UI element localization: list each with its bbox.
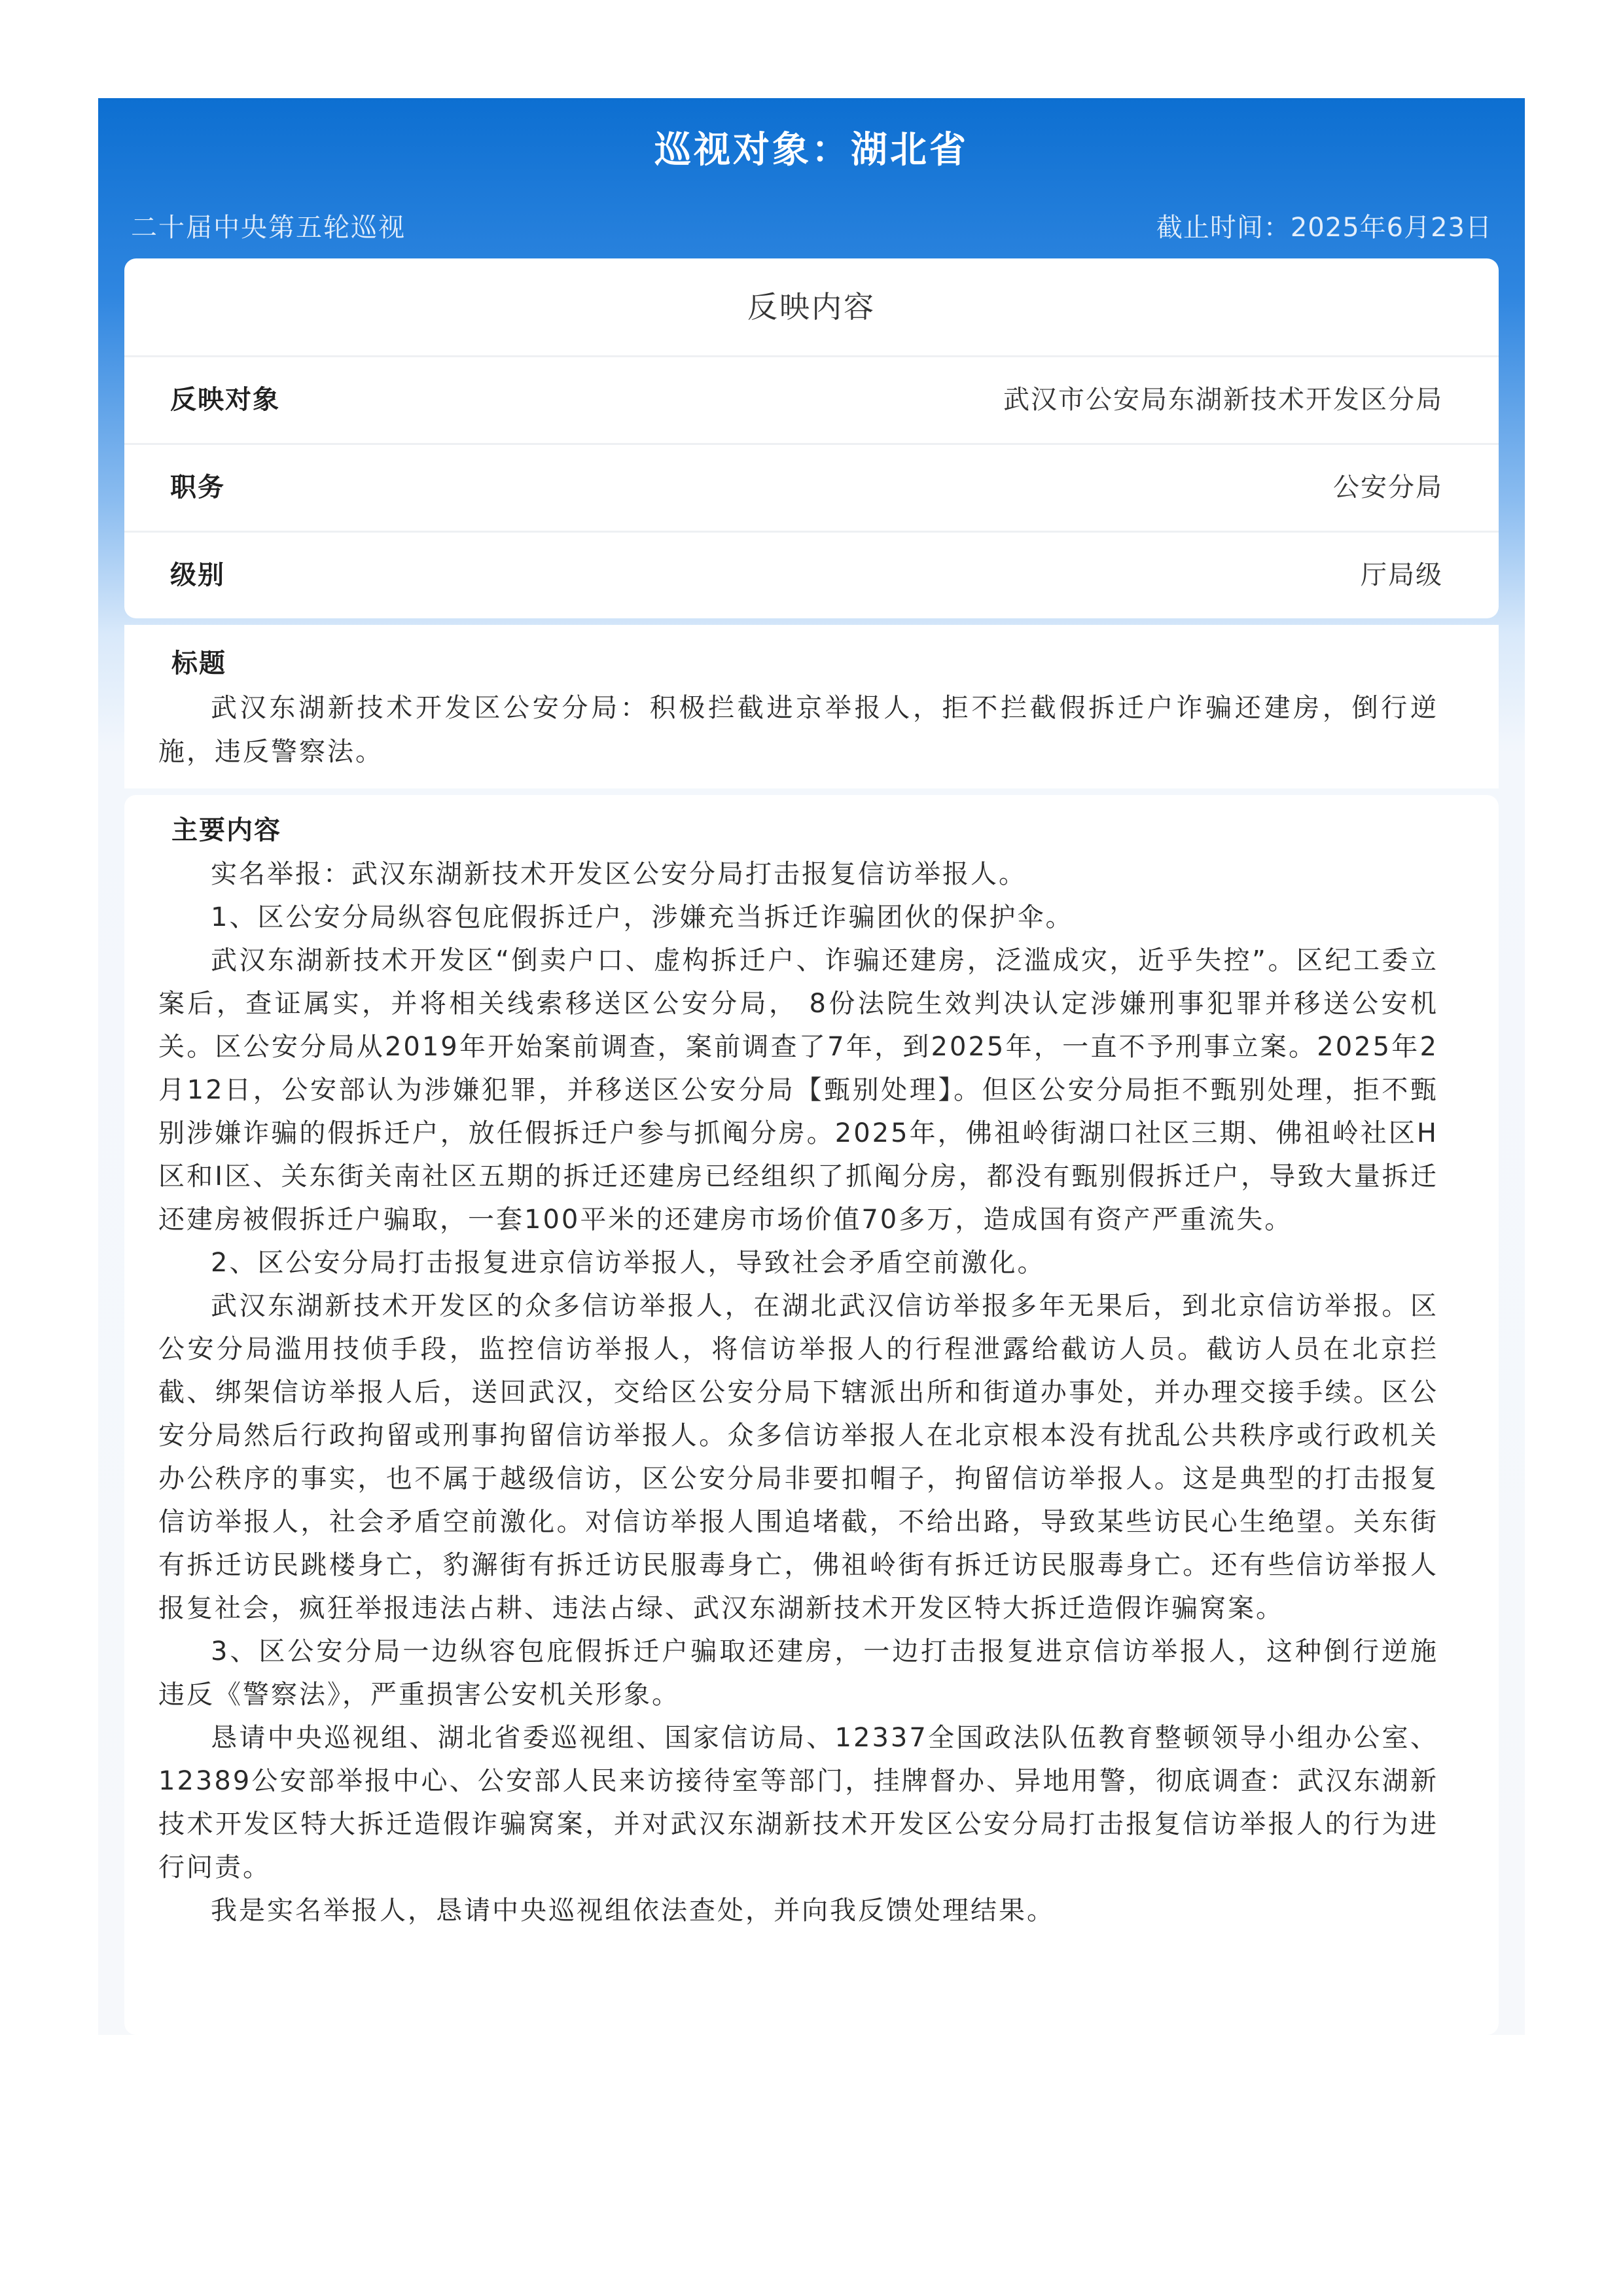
page-title: 巡视对象：湖北省 [654,129,969,171]
section-label: 主要内容 [171,815,281,845]
paragraph: 武汉东湖新技术开发区公安分局：积极拦截进京举报人，拒不拦截假拆迁户诈骗还建房，倒行逆施，违反警察法。 [158,693,1438,767]
paragraph: 恳请中央巡视组、湖北省委巡视组、国家信访局、12337全国政法队伍教育整顿领导小组办公室、12389公安部举报中心、公安部人民来访接待室等部门，挂牌督办、异地用警，彻底调查：武汉东湖新技术开发区特大拆迁造假诈骗窝案，并对武汉东湖新技术开发区公安分局打击报复信访举报人的行为进行问责。 [158,1723,1438,1882]
title-section [124,625,1499,788]
paragraph: 1、区公安分局纵容包庇假拆迁户，涉嫌充当拆迁诈骗团伙的保护伞。 [211,902,1074,932]
paragraph: 2、区公安分局打击报复进京信访举报人，导致社会矛盾空前激化。 [211,1248,1046,1278]
paragraph: 实名举报：武汉东湖新技术开发区公安分局打击报复信访举报人。 [211,859,1027,889]
info-row-level [124,533,1499,618]
paragraph: 3、区公安分局一边纵容包庇假拆迁户骗取还建房，一边打击报复进京信访举报人，这种倒行逆施违反《警察法》，严重损害公安机关形象。 [158,1636,1438,1710]
info-card-heading: 反映内容 [124,258,1499,357]
info-row-target [124,357,1499,445]
deadline-text: 截止时间：2025年6月23日 [1156,213,1492,243]
paragraph: 我是实名举报人，恳请中央巡视组依法查处，并向我反馈处理结果。 [211,1896,1055,1926]
paragraph: 武汉东湖新技术开发区“倒卖户口、虚构拆迁户、诈骗还建房，泛滥成灾，近乎失控”。区纪工委立案后，查证属实，并将相关线索移送区公安分局， 8份法院生效判决认定涉嫌刑事犯罪并移送公安机关。区公安分局从2019年开始案前调查，案前调查了7年，到2025年，一直不予刑事立案。2025年2月12日，公安部认为涉嫌犯罪，并移送区公安分局【甄别处理】。但区公安分局拒不甄别处理，拒不甄别涉嫌诈骗的假拆迁户，放任假拆迁户参与抓阄分房。2025年，佛祖岭街湖口社区三期、佛祖岭社区H区和I区、关东街关南社区五期的拆迁还建房已经组织了抓阄分房，都没有甄别假拆迁户，导致大量拆迁还建房被假拆迁户骗取，一套100平米的还建房市场价值70多万，造成国有资产严重流失。 [158,945,1438,1235]
section-body [124,686,1499,774]
paragraph: 武汉东湖新技术开发区的众多信访举报人，在湖北武汉信访举报多年无果后，到北京信访举报。区公安分局滥用技侦手段，监控信访举报人，将信访举报人的行程泄露给截访人员。截访人员在北京拦截、绑架信访举报人后，送回武汉，交给区公安分局下辖派出所和街道办事处，并办理交接手续。区公安分局然后行政拘留或刑事拘留信访举报人。众多信访举报人在北京根本没有扰乱公共秩序或行政机关办公秩序的事实，也不属于越级信访，区公安分局非要扣帽子，拘留信访举报人。这是典型的打击报复信访举报人，社会矛盾空前激化。对信访举报人围追堵截，不给出路，导致某些访民心生绝望。关东街有拆迁访民跳楼身亡，豹澥街有拆迁访民服毒身亡，佛祖岭街有拆迁访民服毒身亡。还有些信访举报人报复社会，疯狂举报违法占耕、违法占绿、武汉东湖新技术开发区特大拆迁造假诈骗窝案。 [158,1291,1438,1623]
info-value: 公安分局 [1333,472,1443,503]
info-label: 反映对象 [170,385,280,415]
inspection-round: 二十届中央第五轮巡视 [131,213,406,243]
info-row-position [124,445,1499,533]
info-card [124,258,1499,618]
info-label: 职务 [170,472,225,503]
info-value: 武汉市公安局东湖新技术开发区分局 [1003,385,1443,415]
section-body [124,853,1499,1932]
info-label: 级别 [170,560,225,590]
info-value: 厅局级 [1361,560,1443,590]
section-label: 标题 [171,648,226,679]
main-content-section [124,795,1499,2035]
